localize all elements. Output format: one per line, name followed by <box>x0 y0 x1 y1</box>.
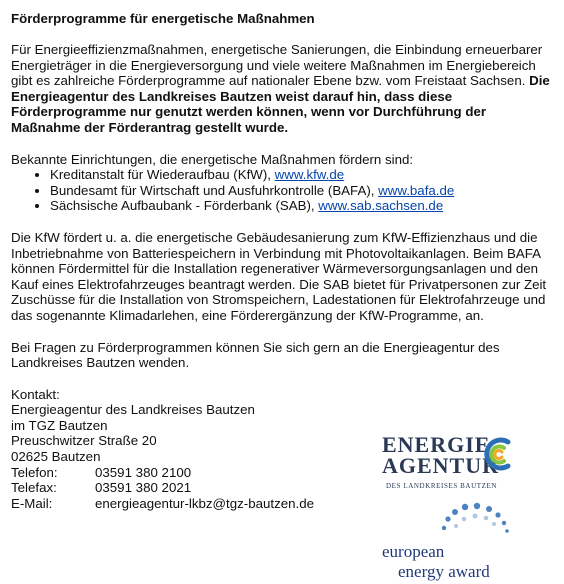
european-energy-award-logo <box>376 502 516 582</box>
funder-link-bafa[interactable]: www.bafa.de <box>378 182 455 198</box>
logo-line-2: AGENTUR <box>382 453 500 478</box>
contact-building: im TGZ Bautzen <box>11 417 108 433</box>
logo-line-1: ENERGIE <box>382 432 491 457</box>
eea-line-2: energy award <box>398 562 490 581</box>
energy-swirl-icon <box>480 434 514 474</box>
funder-link-kfw[interactable]: www.kfw.de <box>274 167 345 183</box>
funder-name: Sächsische Aufbaubank - Förderbank (SAB), <box>50 198 319 214</box>
fax-label: Telefax: <box>11 480 57 496</box>
funder-name: Bundesamt für Wirtschaft und Ausfuhrkontrolle (BAFA), <box>50 182 379 198</box>
email-label: E-Mail: <box>11 495 53 511</box>
fax-value: 03591 380 2021 <box>95 480 192 496</box>
list-item <box>50 198 557 214</box>
contact-city: 02625 Bautzen <box>11 449 101 465</box>
energieagentur-logo <box>376 430 516 492</box>
funders-list <box>11 167 557 214</box>
intro-text: Für Energieeffizienzmaßnahmen, energetische Sanierungen, die Einbindung erneuerbarer Energieträger in die Energieversorgung und viele weitere Maßnahmen im Energiebereich gibt es zahlreiche Förderprogramme auf nationaler Ebene bzw. vom Freistaat Sachsen. <box>11 42 543 89</box>
eea-line-1: european <box>382 542 445 561</box>
list-item <box>50 183 557 199</box>
contact-heading: Kontakt: <box>11 386 60 402</box>
logo-subline: DES LANDKREISES BAUTZEN <box>386 482 498 490</box>
funder-link-sab[interactable]: www.sab.sachsen.de <box>318 198 444 214</box>
funders-intro: Bekannte Einrichtungen, die energetische Maßnahmen fördern sind: <box>11 151 414 167</box>
contact-org: Energieagentur des Landkreises Bautzen <box>11 402 255 418</box>
logo-area <box>376 430 516 580</box>
page-title: Förderprogramme für energetische Maßnahmen <box>11 11 315 26</box>
intro-notice: Die Energieagentur des Landkreises Bautzen weist darauf hin, dass diese Förderprogramme nur genutzt werden können, wenn vor Durchführung der Maßnahme der Förderantrag gestellt wurde. <box>11 73 550 135</box>
dots-ring-icon <box>434 502 518 542</box>
phone-value: 03591 380 2100 <box>95 464 192 480</box>
details-paragraph: Die KfW fördert u. a. die energetische Gebäudesanierung zum KfW-Effizienzhaus und die Inbetriebnahme von Batteriespeichern in Verbindung mit Photovoltaikanlagen. Beim BAFA können Fördermittel für die Installation regenerativer Wärmeversorgungsanlagen und den Kauf eines Elektrofahrzeuges beantragt werden. Die SAB bietet für Privatpersonen zur Zeit Zuschüsse für die Installation von Stromspeichern, Ladestationen für Elektrofahrzeuge und das sogenannte Klimadarlehen, eine Förderergänzung der KfW-Programme, an. <box>11 229 547 323</box>
email-value: energieagentur-lkbz@tgz-bautzen.de <box>95 495 314 511</box>
questions-paragraph: Bei Fragen zu Förderprogrammen können Sie sich gern an die Energieagentur des Landkreises Bautzen wenden. <box>11 339 500 371</box>
phone-label: Telefon: <box>11 464 58 480</box>
contact-street: Preuschwitzer Straße 20 <box>11 433 157 449</box>
intro-paragraph <box>11 42 557 136</box>
funder-name: Kreditanstalt für Wiederaufbau (KfW), <box>50 167 275 183</box>
list-item <box>50 167 557 183</box>
